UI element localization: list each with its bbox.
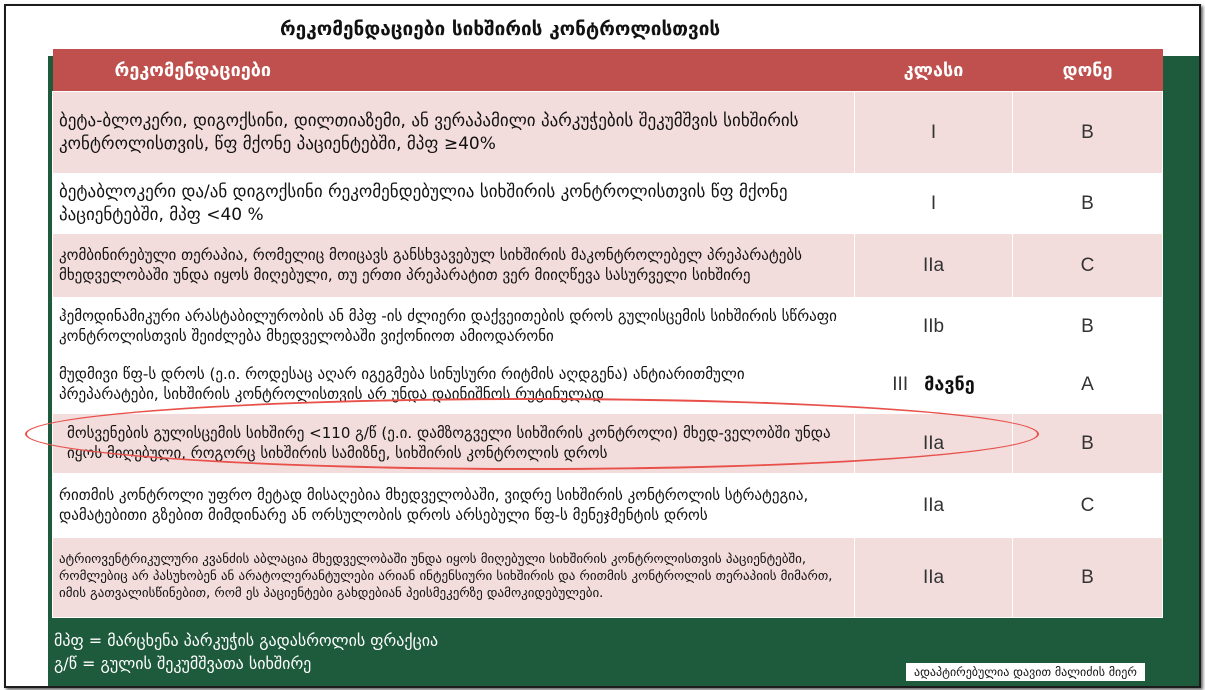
level-cell: B — [1013, 298, 1163, 356]
level-cell: C — [1013, 234, 1163, 298]
class-value: III — [892, 373, 909, 395]
table-row — [53, 92, 1163, 174]
table-row — [53, 298, 1163, 356]
level-cell: C — [1013, 474, 1163, 538]
level-cell: B — [1013, 414, 1163, 474]
recommendation-text: კომბინირებული თერაპია, რომელიც მოიცავს განსხვავებულ სიხშირის მაკონტროლებელ პრეპარატებს მხედველობაში უნდა იყოს მიღებული, თუ ერთი პრეპარატით ვერ მიიღწევა სასურველი სიხშირე — [53, 234, 855, 298]
level-cell: B — [1013, 174, 1163, 234]
class-cell: IIb — [855, 298, 1013, 356]
header-recommendation: რეკომენდაციები — [53, 49, 855, 92]
class-cell — [855, 356, 1013, 414]
table-header-row — [53, 49, 1163, 92]
harm-label: მავნე — [924, 373, 975, 395]
recommendation-text: ატრიოვენტრიკულური კვანძის აბლაცია მხედველობაში უნდა იყოს მიღებული სიხშირის კონტროლისთვის პაციენტებში, რომლებიც არ პასუხობენ ან არატოლერანტულები არიან ინტენსიური სიხშირის და რითმის კონტროლის თერაპიის მიმართ, იმის გათვალისწინებით, რომ ეს პაციენტები გახდებიან პეისმეკერზე დამოკიდებულები. — [53, 538, 855, 618]
slide-title: რეკომენდაციები სიხშირის კონტროლისთვის — [280, 18, 721, 40]
recommendation-text: ჰემოდინამიკური არასტაბილურობის ან მპფ -ის ძლიერი დაქვეითების დროს გულისცემის სიხშირის სწრაფი კონტროლისთვის შეიძლება მხედველობაში ვიქონიოთ ამიოდარონი — [53, 298, 855, 356]
table-row — [53, 538, 1163, 618]
header-class: კლასი — [855, 49, 1013, 92]
footnote-hr: გ/წ = გულის შეკუმშვათა სიხშირე — [54, 654, 312, 673]
left-margin — [6, 6, 48, 686]
level-cell: B — [1013, 92, 1163, 174]
level-cell: A — [1013, 356, 1163, 414]
table-row — [53, 174, 1163, 234]
class-cell: I — [855, 92, 1013, 174]
class-cell: IIa — [855, 234, 1013, 298]
class-cell: I — [855, 174, 1013, 234]
recommendation-text: მუდმივი წფ-ს დროს (ე.ი. როდესაც აღარ იგეგმება სინუსური რიტმის აღდგენა) ანტიარითმული პრეპარატები, სიხშირის კონტროლისთვის არ უნდა დაინიშნოს რუტინულად — [53, 356, 855, 414]
class-cell: IIa — [855, 538, 1013, 618]
table-row — [53, 234, 1163, 298]
recommendations-table — [52, 49, 1163, 618]
header-level: დონე — [1013, 49, 1163, 92]
recommendation-text: მოსვენების გულისცემის სიხშირე <110 გ/წ (ე.ი. დამზოგველი სიხშირის კონტროლი) მხედ-ველობში უნდა იყოს მიღებული, როგორც სიხშირის სამიზნე, სიხშირის კონტროლის დროს — [53, 414, 855, 474]
table-row — [53, 414, 1163, 474]
level-cell: B — [1013, 538, 1163, 618]
class-cell: IIa — [855, 474, 1013, 538]
table-row — [53, 356, 1163, 414]
credit-label: ადაპტირებულია დავით მალიძის მიერ — [906, 663, 1145, 681]
footnote-lvef: მპფ = მარცხენა პარკუჭის გადასროლის ფრაქცია — [54, 631, 439, 650]
table-row — [53, 474, 1163, 538]
recommendation-text: ბეტა-ბლოკერი, დიგოქსინი, დილთიაზემი, ან ვერაპამილი პარკუჭების შეკუმშვის სიხშირის კონტროლისთვის, წფ მქონე პაციენტებში, მპფ ≥40% — [53, 92, 855, 174]
recommendation-text: ბეტაბლოკერი და/ან დიგოქსინი რეკომენდებულია სიხშირის კონტროლისთვის წფ მქონე პაციენტებში, მპფ <40 % — [53, 174, 855, 234]
recommendation-text: რითმის კონტროლი უფრო მეტად მისაღებია მხედველობაში, ვიდრე სიხშირის კონტროლის სტრატეგია, დამატებითი გზებით მიმდინარე ან ორსულობის დროს არსებული წფ-ს მენეჯმენტის დროს — [53, 474, 855, 538]
class-cell: IIa — [855, 414, 1013, 474]
